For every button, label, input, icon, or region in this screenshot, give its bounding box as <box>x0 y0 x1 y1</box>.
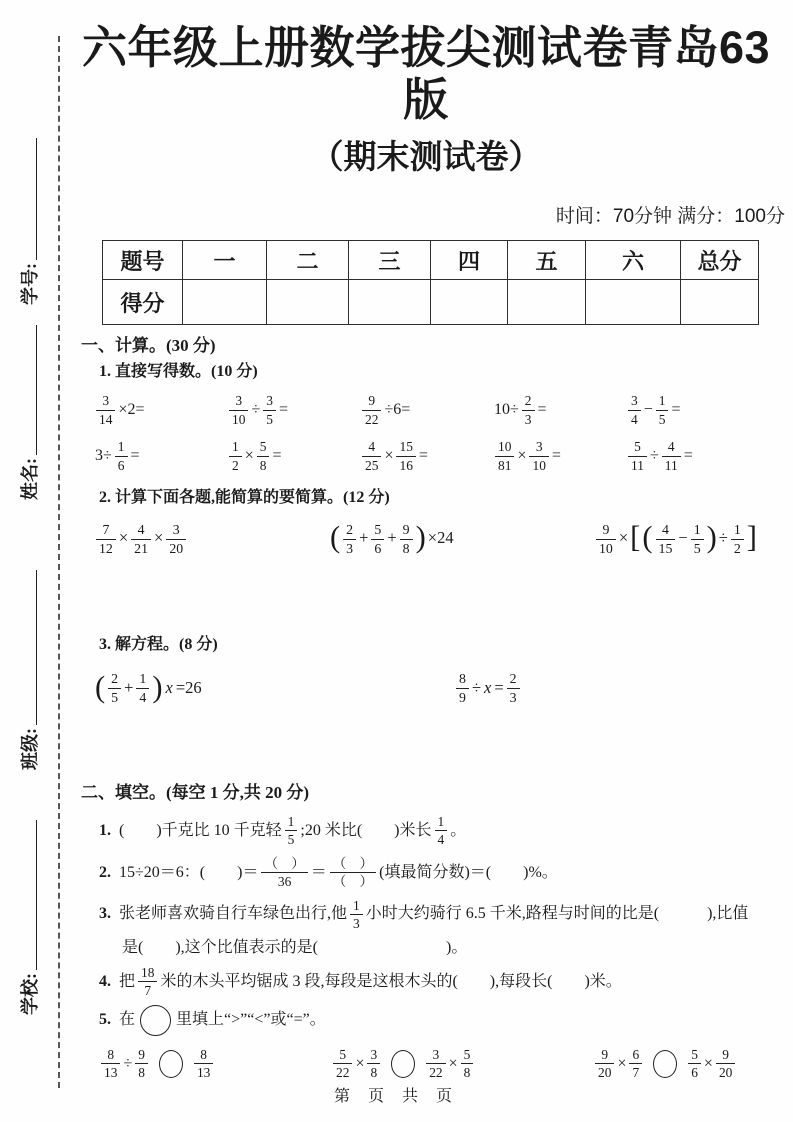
calc-expression <box>94 393 227 427</box>
fraction: $\frac{3}{4}$ <box>628 393 641 427</box>
math-text: = <box>418 447 428 464</box>
fraction: $\frac{6}{7}$ <box>629 1047 642 1081</box>
field-class <box>0 570 58 770</box>
score-cell <box>349 280 431 325</box>
field-student-number <box>0 138 58 305</box>
math-text: = <box>130 447 140 464</box>
fraction: $\frac{9}{8}$ <box>135 1047 148 1081</box>
page-title: 六年级上册数学拔尖测试卷青岛63版 <box>81 22 771 125</box>
fraction: $\frac{4}{15}$ <box>656 522 676 557</box>
math-text: × <box>517 447 527 464</box>
score-table-header-cell: 六 <box>586 241 681 280</box>
fraction: $\frac{8}{13}$ <box>194 1047 213 1081</box>
item-number: 2. <box>99 863 111 881</box>
blank-item-1 <box>99 814 791 848</box>
page-subtitle: （期末测试卷） <box>310 137 542 175</box>
math-text: = <box>551 447 561 464</box>
calc-expression <box>227 393 360 427</box>
page-footer: 第 页 共 页 <box>333 1088 459 1105</box>
fraction: $\frac{1}{4}$ <box>435 814 448 848</box>
simplify-expression <box>329 519 594 557</box>
item-number: 3. <box>99 905 111 923</box>
fraction: $\frac{3}{14}$ <box>96 393 115 427</box>
fraction: $\frac{1}{4}$ <box>136 671 149 706</box>
math-text: 15÷20＝6：( )＝ <box>119 863 259 881</box>
fraction: $\frac{2}{3}$ <box>507 671 520 706</box>
field-name <box>0 325 58 500</box>
field-school <box>0 820 58 1015</box>
math-text: ×2= <box>118 401 145 418</box>
simplify-expression <box>94 522 329 557</box>
math-text: ×24 <box>427 527 454 547</box>
score-table-header-cell: 题号 <box>103 241 183 280</box>
math-text: 米的木头平均锯成 3 段,每段是这根木头的( ),每段长( )米。 <box>160 972 622 990</box>
fraction: $\frac{9}{10}$ <box>596 522 616 557</box>
math-text: ;20 米比( )米长 <box>300 821 432 839</box>
field-student-number-label: 学号: <box>20 263 40 305</box>
math-text: = <box>494 677 504 697</box>
math-text: ÷ <box>251 401 261 418</box>
math-text: × <box>355 1054 365 1072</box>
bracket: ] <box>746 519 757 554</box>
simplify-row <box>94 515 791 563</box>
fraction: $\frac{18}{7}$ <box>138 965 157 999</box>
score-cell <box>508 280 586 325</box>
comparison-circle <box>140 1005 171 1036</box>
fraction: $\frac{5}{8}$ <box>461 1047 474 1081</box>
field-name-blank <box>22 325 37 455</box>
blank-item-2 <box>99 856 791 890</box>
score-table-header-row <box>103 241 759 280</box>
comparison-row <box>99 1040 791 1088</box>
score-cell <box>267 280 349 325</box>
field-class-label: 班级: <box>20 728 40 770</box>
calc-row-2 <box>94 434 791 478</box>
math-text: 是( ),这个比值表示的是( )。 <box>122 938 468 956</box>
item-text <box>118 897 749 932</box>
calc-expression <box>493 439 626 473</box>
math-text: ÷ <box>471 677 481 697</box>
math-text: ÷ <box>649 447 659 464</box>
math-text: = <box>671 401 681 418</box>
item-text <box>121 939 468 956</box>
fraction: $\frac{1}{3}$ <box>350 898 363 932</box>
math-text: ( )千克比 10 千克轻 <box>119 821 282 839</box>
bracket: ) <box>706 519 717 554</box>
bracket: ) <box>152 669 163 704</box>
score-table-header-cell: 一 <box>183 241 267 280</box>
calc-expression <box>493 393 626 427</box>
field-school-label: 学校: <box>20 973 40 1015</box>
math-text: × <box>703 1054 713 1072</box>
fraction: $\frac{5}{11}$ <box>628 439 647 473</box>
bracket: ) <box>415 519 426 554</box>
calc-expression <box>360 393 493 427</box>
math-text: = <box>537 401 547 418</box>
math-text: × <box>118 527 129 547</box>
item-number: 1. <box>99 821 111 839</box>
score-cell <box>183 280 267 325</box>
fraction: $\frac{3}{20}$ <box>166 522 186 557</box>
math-text: 里填上“>”“<”或“=”。 <box>176 1011 326 1028</box>
calc-expression <box>360 439 493 473</box>
fraction: $\frac{( )}{36}$ <box>261 856 307 890</box>
score-table-header-cell: 五 <box>508 241 586 280</box>
math-text: × <box>618 527 629 547</box>
item-text <box>118 814 467 848</box>
fraction: $\frac{3}{5}$ <box>263 393 276 427</box>
calc-expression <box>94 439 227 473</box>
math-text: × <box>448 1054 458 1072</box>
score-table-header-cell: 总分 <box>681 241 759 280</box>
fraction: $\frac{3}{22}$ <box>426 1047 445 1081</box>
fraction: $\frac{( )}{( )}$ <box>330 856 376 890</box>
math-text: × <box>617 1054 627 1072</box>
fraction: $\frac{1}{6}$ <box>115 439 128 473</box>
score-cell <box>431 280 508 325</box>
item-text <box>118 855 559 890</box>
fraction: $\frac{3}{8}$ <box>367 1047 380 1081</box>
math-text: − <box>643 401 653 418</box>
bracket: ( <box>95 669 106 704</box>
fraction: $\frac{5}{6}$ <box>688 1047 701 1081</box>
item-text <box>118 1011 327 1028</box>
fraction: $\frac{8}{9}$ <box>456 671 469 706</box>
comparison-circle <box>159 1050 183 1078</box>
comparison-circle <box>391 1050 415 1078</box>
fraction: $\frac{4}{11}$ <box>662 439 681 473</box>
calc-expression <box>227 439 360 473</box>
math-text: × <box>244 447 254 464</box>
paper-content <box>61 0 791 1088</box>
math-text: ÷6= <box>384 401 411 418</box>
section1-q1-label: 1. 直接写得数。(10 分) <box>99 362 258 380</box>
fraction: $\frac{4}{25}$ <box>362 439 381 473</box>
fraction: $\frac{5}{22}$ <box>333 1047 352 1081</box>
calc-row-1 <box>94 388 791 432</box>
math-text: = <box>683 447 693 464</box>
fraction: $\frac{9}{20}$ <box>595 1047 614 1081</box>
math-text: ÷ <box>718 527 728 547</box>
fraction: $\frac{1}{5}$ <box>285 814 298 848</box>
equation-expression <box>454 671 791 706</box>
fraction: $\frac{2}{3}$ <box>343 522 356 557</box>
calc-expression <box>626 439 759 473</box>
math-text: ＝ <box>310 863 327 881</box>
math-text: =26 <box>175 677 202 697</box>
exam-info: 时间：70分钟 满分：100分 <box>555 206 785 228</box>
field-student-number-blank <box>22 138 37 260</box>
score-table <box>102 240 759 325</box>
math-text: − <box>678 527 688 547</box>
fraction: $\frac{5}{8}$ <box>257 439 270 473</box>
fraction: $\frac{3}{10}$ <box>529 439 548 473</box>
math-text: 小时大约骑行 6.5 千米,路程与时间的比是( ),比值 <box>365 905 749 923</box>
fraction: $\frac{1}{2}$ <box>731 522 744 557</box>
fraction: $\frac{1}{5}$ <box>656 393 669 427</box>
calc-expression <box>626 393 759 427</box>
section1-q2-label: 2. 计算下面各题,能简算的要简算。(12 分) <box>99 489 390 507</box>
simplify-expression <box>594 519 791 557</box>
equation-expression <box>94 671 454 706</box>
fraction: $\frac{2}{5}$ <box>108 671 121 706</box>
fraction: $\frac{1}{5}$ <box>691 522 704 557</box>
fraction: $\frac{10}{81}$ <box>495 439 514 473</box>
fraction: $\frac{8}{13}$ <box>101 1047 120 1081</box>
student-info-strip <box>0 36 58 1088</box>
math-text: = <box>272 447 282 464</box>
math-text: ÷ <box>123 1054 133 1072</box>
section1-heading: 一、计算。(30 分) <box>81 336 216 356</box>
score-row-label: 得分 <box>103 280 183 325</box>
comparison-expression <box>99 1047 331 1081</box>
fraction: $\frac{1}{2}$ <box>229 439 242 473</box>
blank-item-4 <box>99 965 791 999</box>
fraction: $\frac{9}{22}$ <box>362 393 381 427</box>
math-text: + <box>124 677 134 697</box>
blank-item-3-line2 <box>121 936 791 959</box>
math-text: 。 <box>450 821 467 839</box>
item-number: 5. <box>99 1011 111 1028</box>
item-text <box>118 964 623 999</box>
math-text: + <box>387 527 397 547</box>
score-table-header-cell: 四 <box>431 241 508 280</box>
student-info-sidebar <box>0 36 60 1088</box>
bracket: ( <box>642 519 653 554</box>
fraction: $\frac{3}{10}$ <box>229 393 248 427</box>
section2-heading: 二、填空。(每空 1 分,共 20 分) <box>81 782 310 802</box>
field-class-blank <box>22 570 37 725</box>
math-text: × <box>154 527 164 547</box>
fraction: $\frac{9}{20}$ <box>716 1047 735 1081</box>
variable-x: x <box>484 677 492 697</box>
comparison-circle <box>653 1050 677 1078</box>
item-number: 4. <box>99 972 111 990</box>
fraction: $\frac{15}{16}$ <box>396 439 415 473</box>
score-cell <box>681 280 759 325</box>
score-table-header-cell: 三 <box>349 241 431 280</box>
score-table-score-row <box>103 280 759 325</box>
math-text: = <box>278 401 288 418</box>
math-text: 张老师喜欢骑自行车绿色出行,他 <box>119 905 348 923</box>
comparison-expression <box>593 1047 791 1081</box>
blank-item-5 <box>99 1005 791 1036</box>
field-name-label: 姓名: <box>20 458 40 500</box>
math-text: × <box>384 447 394 464</box>
score-cell <box>586 280 681 325</box>
math-text: (填最简分数)＝( )%。 <box>379 863 558 881</box>
field-school-blank <box>22 820 37 970</box>
bracket: ( <box>330 519 341 554</box>
math-text: + <box>359 527 369 547</box>
fraction: $\frac{2}{3}$ <box>522 393 535 427</box>
fraction: $\frac{9}{8}$ <box>400 522 413 557</box>
math-text: 10÷ <box>494 401 519 418</box>
math-text: 3÷ <box>95 447 112 464</box>
fraction: $\frac{5}{6}$ <box>371 522 384 557</box>
equation-row <box>94 664 791 714</box>
fraction: $\frac{7}{12}$ <box>96 522 116 557</box>
section1-q3-label: 3. 解方程。(8 分) <box>99 636 218 654</box>
math-text: 在 <box>119 1011 136 1028</box>
score-table-header-cell: 二 <box>267 241 349 280</box>
bracket: [ <box>630 519 641 554</box>
fraction: $\frac{4}{21}$ <box>131 522 151 557</box>
variable-x: x <box>165 677 173 697</box>
math-text: 把 <box>119 972 136 990</box>
blank-item-3 <box>99 898 791 932</box>
comparison-expression <box>331 1047 593 1081</box>
